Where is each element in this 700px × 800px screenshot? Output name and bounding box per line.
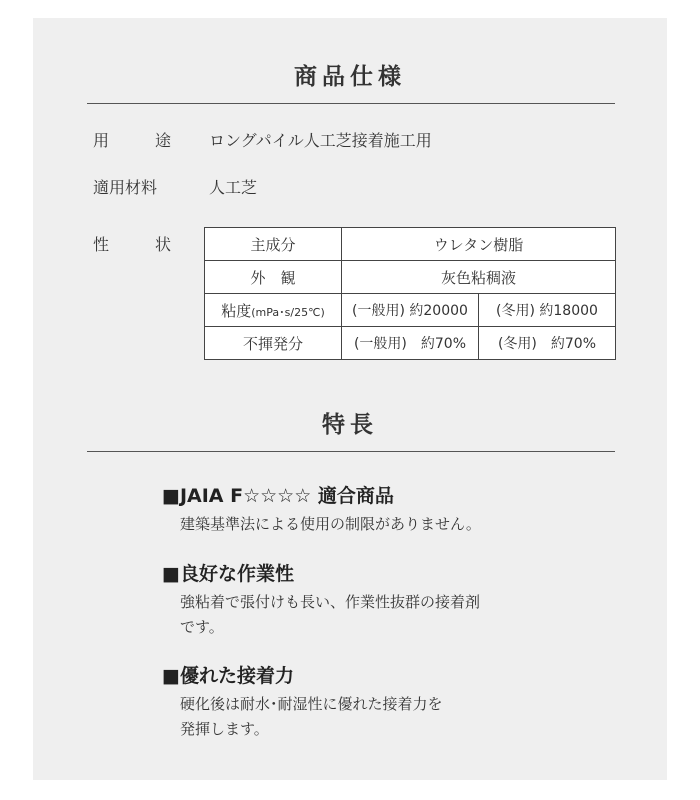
usage-label-char-2: 途 xyxy=(154,131,171,150)
table-row xyxy=(205,294,616,327)
viscosity-general: (一般用) 約20000 xyxy=(342,294,479,327)
appearance-label: 外 観 xyxy=(205,261,342,294)
feature-2-line-1: 強粘着で張付けも長い、作業性抜群の接着剤 xyxy=(180,593,481,611)
spec-title: 商品仕様 xyxy=(294,64,406,90)
properties-label-char-2: 状 xyxy=(154,235,171,254)
viscosity-label: 粘度 xyxy=(221,301,252,320)
material-label: 適用材料 xyxy=(93,178,158,197)
feature-body-2 xyxy=(180,590,480,640)
main-component-label: 主成分 xyxy=(205,228,342,261)
feature-body-1 xyxy=(180,512,481,537)
material-value: 人工芝 xyxy=(209,178,258,197)
viscosity-unit: (mPa･s/25℃) xyxy=(251,305,325,319)
feature-3-line-2: 発揮します。 xyxy=(180,720,269,738)
features-title-rule xyxy=(87,451,615,452)
table-row xyxy=(205,261,616,294)
table-row xyxy=(205,327,616,360)
nonvolatile-label: 不揮発分 xyxy=(205,327,342,360)
spec-panel xyxy=(33,18,667,780)
viscosity-winter: (冬用) 約18000 xyxy=(479,294,616,327)
nonvolatile-general: (一般用) 約70% xyxy=(342,327,479,360)
feature-heading-2: ■良好な作業性 xyxy=(162,563,294,585)
properties-label-char-1: 性 xyxy=(93,235,110,254)
nonvolatile-winter: (冬用) 約70% xyxy=(479,327,616,360)
usage-label xyxy=(93,128,171,151)
spec-title-rule xyxy=(87,103,615,104)
feature-1-line-1: 建築基準法による使用の制限がありません。 xyxy=(180,515,481,533)
usage-value: ロングパイル人工芝接着施工用 xyxy=(209,131,432,150)
main-component-value: ウレタン樹脂 xyxy=(342,228,616,261)
feature-2-line-2: です。 xyxy=(180,618,224,636)
feature-3-line-1: 硬化後は耐水･耐湿性に優れた接着力を xyxy=(180,695,443,713)
usage-label-char-1: 用 xyxy=(93,131,110,150)
properties-label xyxy=(93,232,171,255)
feature-body-3 xyxy=(180,692,443,742)
feature-heading-3: ■優れた接着力 xyxy=(162,665,294,687)
features-title: 特長 xyxy=(322,412,378,438)
properties-table xyxy=(204,227,616,360)
appearance-value: 灰色粘稠液 xyxy=(342,261,616,294)
table-row xyxy=(205,228,616,261)
viscosity-label-cell xyxy=(205,294,342,327)
feature-heading-1: ■JAIA F☆☆☆☆ 適合商品 xyxy=(162,485,394,507)
